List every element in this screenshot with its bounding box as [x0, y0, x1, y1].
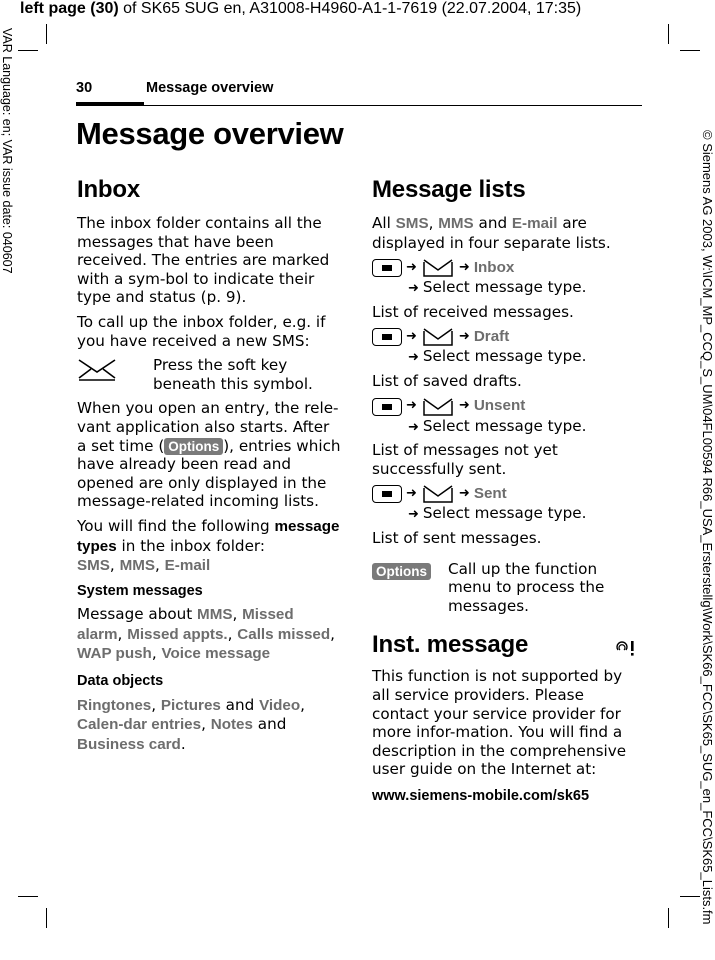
data-item: Business card	[77, 735, 181, 753]
right-arrow-icon: ➜	[408, 507, 419, 523]
options-instruction-text: Call up the function menu to process the messages.	[448, 559, 605, 615]
data-objects-text: Ringtones, Pictures and Video, Calen-dar entries, Notes and Business card.	[77, 695, 305, 753]
menu-key-icon	[372, 485, 402, 503]
select-instruction: Select message type.	[422, 278, 587, 297]
siemens-url[interactable]: www.siemens-mobile.com/sk65	[372, 787, 590, 804]
crop-mark	[668, 24, 669, 44]
entry-description: List of messages not yet successfully sent.	[372, 441, 558, 478]
right-arrow-icon: ➜	[458, 329, 470, 345]
side-text-right: © Siemens AG 2003, W:\ICM_MP_CCQ_S_UM\04FL00594 R66_USA_Ersterstellg\Work\SK66_FCC\SK65_SUG_en_FCC\SK65_Lists.fm	[700, 130, 715, 925]
folder-name: Draft	[473, 328, 510, 346]
print-header-rest: of SK65 SUG en, A31008-H4960-A1-1-7619 (22.07.2004, 17:35)	[118, 0, 582, 17]
menu-key-icon	[372, 259, 402, 277]
nav-entry-inbox	[372, 258, 638, 299]
message-lists-heading: Message lists	[372, 176, 526, 203]
right-arrow-icon: ➜	[458, 398, 470, 414]
crop-mark	[680, 50, 700, 51]
system-item: WAP push	[77, 645, 152, 663]
crop-mark	[46, 24, 47, 44]
right-arrow-icon: ➜	[458, 486, 470, 502]
intro-item: SMS	[395, 215, 429, 232]
entry-description: List of sent messages.	[372, 528, 542, 547]
crop-mark	[18, 896, 38, 897]
message-lists-intro: All SMS, MMS and E-mail are displayed in four separate lists.	[372, 214, 611, 252]
p3-text-after: ), entries which have already been read and opened are only displayed in the message-related incoming lists.	[77, 436, 341, 511]
envelope-softkey-icon	[77, 358, 117, 382]
intro-before: All	[372, 214, 396, 232]
inbox-paragraph-3	[77, 399, 341, 511]
entry-description: List of received messages.	[372, 302, 574, 321]
system-text-before: Message about	[77, 605, 198, 624]
data-objects-heading: Data objects	[77, 673, 164, 690]
intro-item: E-mail	[511, 215, 558, 232]
envelope-icon	[421, 258, 455, 278]
nav-entry-draft	[372, 327, 638, 368]
data-item: Calen-dar entries	[77, 716, 202, 734]
crop-mark	[680, 896, 700, 897]
crop-mark	[46, 908, 47, 928]
menu-key-icon	[372, 398, 402, 416]
select-instruction: Select message type.	[422, 416, 587, 435]
network-warning-icon	[614, 638, 638, 658]
options-softkey-badge: Options	[372, 563, 431, 580]
data-item: Ringtones	[77, 696, 152, 714]
system-item: Voice message	[161, 645, 271, 663]
entry-description: List of saved drafts.	[372, 371, 522, 390]
nav-entry-sent	[372, 484, 638, 525]
crop-mark	[18, 50, 38, 51]
p3-text-before: When you open an entry, the rele-vant application also starts. After a set time (	[77, 399, 339, 455]
inst-message-heading: Inst. message	[372, 631, 529, 659]
data-item: Notes	[210, 716, 253, 734]
right-column	[372, 174, 638, 811]
folder-name: Unsent	[473, 397, 526, 415]
system-item: Missed appts.	[127, 625, 228, 643]
crop-mark	[668, 908, 669, 928]
softkey-instruction-text: Press the soft key beneath this symbol.	[153, 356, 313, 393]
message-types-term: message types	[77, 517, 340, 555]
system-messages-heading: System messages	[77, 582, 203, 599]
system-item: Calls missed	[237, 625, 331, 643]
page-title: Message overview	[76, 116, 344, 151]
type-email: E-mail	[164, 557, 211, 575]
envelope-icon	[421, 327, 455, 347]
inbox-heading: Inbox	[77, 176, 140, 203]
running-title: Message overview	[146, 80, 274, 96]
system-item: Missed alarm	[77, 606, 294, 643]
print-header-bold: left page (30)	[20, 0, 119, 17]
right-arrow-icon: ➜	[408, 419, 419, 435]
intro-item: MMS	[438, 215, 474, 232]
and-word: and	[478, 214, 508, 232]
and-word: and	[225, 695, 255, 714]
folder-name: Inbox	[473, 258, 515, 276]
right-arrow-icon: ➜	[406, 486, 417, 502]
p4-text-before: You will find the following	[77, 516, 275, 535]
menu-key-icon	[372, 328, 402, 346]
type-sms: SMS	[77, 557, 110, 575]
folder-name: Sent	[473, 485, 507, 503]
nav-entry-unsent	[372, 397, 638, 438]
inbox-paragraph-1: The inbox folder contains all the messages that have been received. The entries are marked with a sym-bol to indicate their type and status (p. 9).	[77, 214, 330, 307]
right-arrow-icon: ➜	[408, 281, 419, 297]
right-arrow-icon: ➜	[408, 350, 419, 366]
inbox-paragraph-2: To call up the inbox folder, e.g. if you have received a new SMS:	[77, 312, 326, 350]
system-item: MMS	[197, 606, 233, 624]
data-item: Pictures	[160, 696, 221, 714]
inst-message-heading-row	[372, 629, 638, 667]
and-word: and	[257, 715, 287, 734]
type-mms: MMS	[119, 557, 156, 575]
envelope-icon	[421, 397, 455, 417]
right-arrow-icon: ➜	[458, 259, 470, 275]
select-instruction: Select message type.	[422, 504, 587, 523]
side-text-left: VAR Language: en; VAR issue date: 040607	[0, 28, 14, 274]
right-arrow-icon: ➜	[406, 329, 417, 345]
right-arrow-icon: ➜	[406, 398, 417, 414]
print-header	[20, 0, 581, 18]
system-messages-text: Message about MMS, Missed alarm, Missed appts., Calls missed, WAP push, Voice message	[77, 605, 335, 663]
softkey-instruction	[77, 356, 341, 393]
left-column	[77, 174, 341, 760]
header-rule	[76, 105, 642, 106]
options-softkey-badge: Options	[164, 438, 223, 455]
select-instruction: Select message type.	[422, 347, 587, 366]
page-number: 30	[76, 80, 93, 96]
data-item: Video	[259, 696, 301, 714]
inbox-paragraph-4: You will find the following message types in the inbox folder: SMS, MMS, E-mail	[77, 516, 340, 575]
envelope-icon	[421, 484, 455, 504]
side-text-right-wrap	[695, 0, 715, 960]
inst-message-text: This function is not supported by all service providers. Please contact your service provider for more infor-mation. You will find a description in the comprehensive user guide on the Internet at:	[372, 667, 627, 779]
intro-after: are displayed in four separate lists.	[372, 214, 611, 252]
p4-text-after: in the inbox folder:	[116, 536, 266, 555]
right-arrow-icon: ➜	[406, 259, 417, 275]
options-instruction	[372, 560, 638, 616]
